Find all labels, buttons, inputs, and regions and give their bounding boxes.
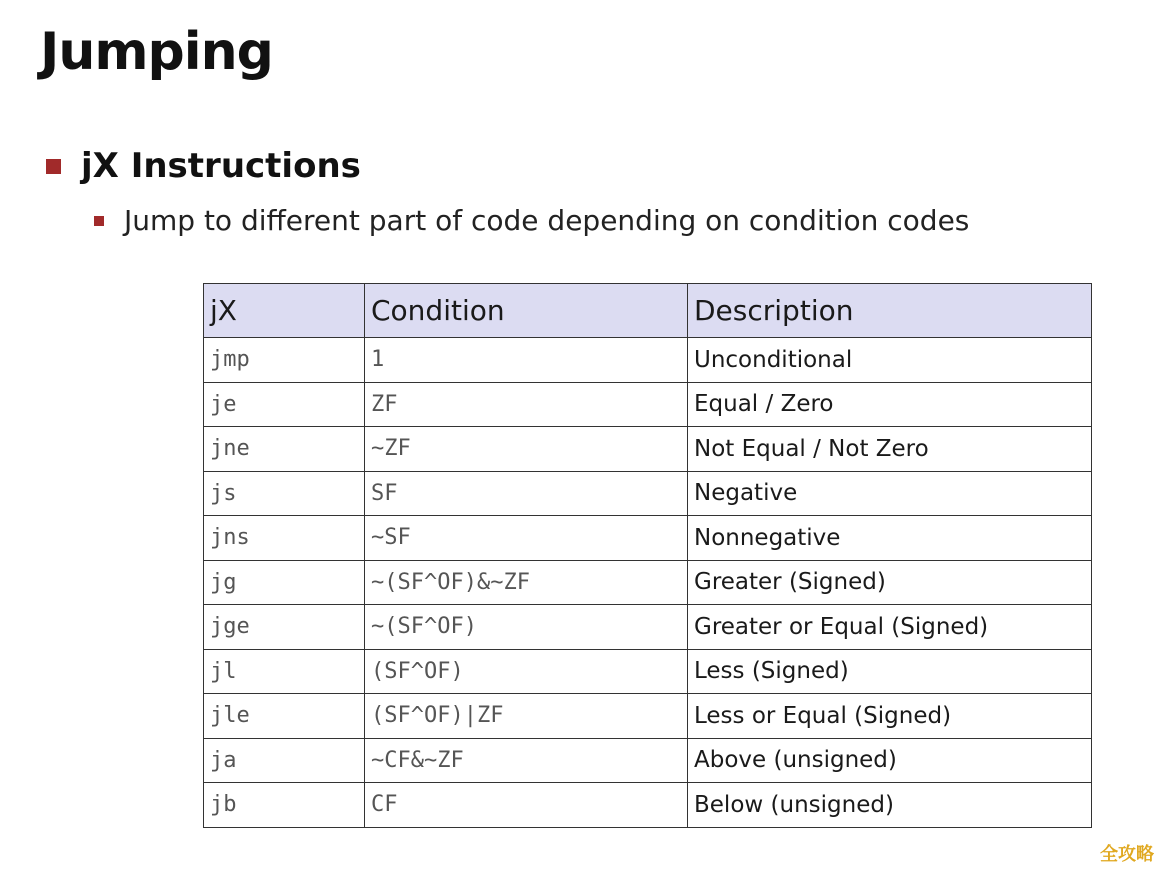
table-row bbox=[204, 516, 1092, 561]
sub-bullet-description bbox=[94, 204, 969, 237]
cell-description: Nonnegative bbox=[688, 516, 1092, 561]
cell-description: Not Equal / Not Zero bbox=[688, 427, 1092, 472]
table-row bbox=[204, 605, 1092, 650]
header-jx: jX bbox=[204, 284, 365, 338]
cell-condition: ~ZF bbox=[365, 427, 688, 472]
cell-description: Below (unsigned) bbox=[688, 783, 1092, 828]
table-row bbox=[204, 338, 1092, 383]
jump-instructions-table bbox=[203, 283, 1092, 828]
cell-jx: je bbox=[204, 382, 365, 427]
cell-jx: jg bbox=[204, 560, 365, 605]
table-row bbox=[204, 471, 1092, 516]
cell-condition: ZF bbox=[365, 382, 688, 427]
table-row bbox=[204, 560, 1092, 605]
cell-description: Less (Signed) bbox=[688, 649, 1092, 694]
cell-condition: ~(SF^OF)&~ZF bbox=[365, 560, 688, 605]
table-row bbox=[204, 427, 1092, 472]
table-header-row bbox=[204, 284, 1092, 338]
cell-jx: jle bbox=[204, 694, 365, 739]
square-bullet-icon bbox=[46, 159, 61, 174]
cell-condition: 1 bbox=[365, 338, 688, 383]
cell-jx: jne bbox=[204, 427, 365, 472]
cell-jx: jl bbox=[204, 649, 365, 694]
sub-bullet-text: Jump to different part of code depending on condition codes bbox=[124, 204, 970, 237]
table-row bbox=[204, 694, 1092, 739]
watermark-logo: 全攻略 bbox=[1100, 844, 1154, 865]
cell-condition: SF bbox=[365, 471, 688, 516]
table-row bbox=[204, 738, 1092, 783]
cell-jx: ja bbox=[204, 738, 365, 783]
cell-jx: jb bbox=[204, 783, 365, 828]
small-square-bullet-icon bbox=[94, 216, 104, 226]
table-row bbox=[204, 649, 1092, 694]
cell-condition: (SF^OF) bbox=[365, 649, 688, 694]
table-row bbox=[204, 382, 1092, 427]
header-condition: Condition bbox=[365, 284, 688, 338]
cell-condition: CF bbox=[365, 783, 688, 828]
slide-title: Jumping bbox=[40, 22, 273, 82]
cell-description: Unconditional bbox=[688, 338, 1092, 383]
cell-condition: ~(SF^OF) bbox=[365, 605, 688, 650]
cell-description: Less or Equal (Signed) bbox=[688, 694, 1092, 739]
cell-description: Greater or Equal (Signed) bbox=[688, 605, 1092, 650]
cell-jx: jns bbox=[204, 516, 365, 561]
bullet-jx-instructions bbox=[46, 146, 361, 186]
cell-description: Greater (Signed) bbox=[688, 560, 1092, 605]
cell-description: Above (unsigned) bbox=[688, 738, 1092, 783]
cell-condition: ~SF bbox=[365, 516, 688, 561]
cell-jx: jge bbox=[204, 605, 365, 650]
bullet-text: jX Instructions bbox=[81, 146, 361, 186]
cell-jx: js bbox=[204, 471, 365, 516]
cell-condition: ~CF&~ZF bbox=[365, 738, 688, 783]
cell-description: Equal / Zero bbox=[688, 382, 1092, 427]
cell-description: Negative bbox=[688, 471, 1092, 516]
cell-condition: (SF^OF)|ZF bbox=[365, 694, 688, 739]
cell-jx: jmp bbox=[204, 338, 365, 383]
header-description: Description bbox=[688, 284, 1092, 338]
table-row bbox=[204, 783, 1092, 828]
